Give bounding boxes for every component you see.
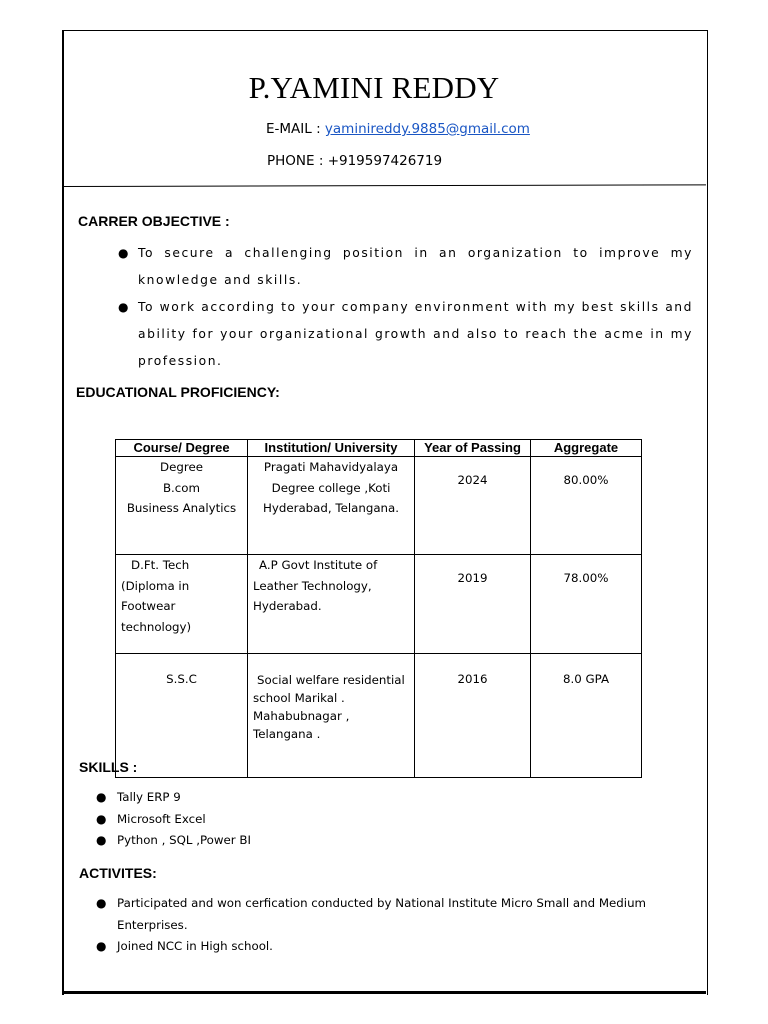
institution-cell: A.P Govt Institute of Leather Technology, Hyderabad. [248,555,415,654]
skills-title: SKILLS : [79,759,138,775]
education-table [115,439,642,778]
year-cell: 2016 [415,654,531,778]
bullet-icon: ● [96,939,107,953]
list-item: ● Participated and won cerfication conducted by National Institute Micro Small and Medium Enterprises. [96,893,666,936]
bullet-icon: ● [96,896,107,910]
email-link[interactable]: yaminireddy.9885@gmail.com [324,121,530,137]
aggregate-cell: 78.00% [531,555,642,654]
phone-label: PHONE : [267,153,328,169]
education-title: EDUCATIONAL PROFICIENCY: [76,384,280,400]
bullet-icon: ● [118,300,131,314]
column-header: Aggregate [531,440,642,457]
aggregate-cell: 80.00% [531,457,642,555]
bullet-icon: ● [96,790,107,804]
list-item: ● Microsoft Excel [96,809,656,831]
list-item: ● Joined NCC in High school. [96,936,666,958]
course-cell: Degree B.com Business Analytics [116,457,248,555]
column-header: Course/ Degree [116,440,248,457]
objective-list [118,240,693,375]
email-line [266,121,530,137]
skills-list [96,787,656,852]
institution-cell: Pragati Mahavidyalaya Degree college ,Koti Hyderabad, Telangana. [248,457,415,555]
table-row [116,555,642,654]
bottom-divider [62,991,706,994]
table-row [116,457,642,555]
column-header: Year of Passing [415,440,531,457]
email-label: E-MAIL : [266,121,325,137]
year-cell: 2024 [415,457,531,555]
phone-line [267,153,442,169]
institution-cell: Social welfare residential school Marikal . Mahabubnagar , Telangana . [248,654,415,778]
list-item: ● To work according to your company environment with my best skills and ability for your organizational growth and also to reach the acme in my profession. [118,294,693,375]
objective-title: CARRER OBJECTIVE : [78,213,230,229]
bullet-icon: ● [96,833,107,847]
list-item: ● To secure a challenging position in an organization to improve my knowledge and skills. [118,240,693,294]
column-header: Institution/ University [248,440,415,457]
candidate-name: P.YAMINI REDDY [248,70,500,105]
table-header-row [116,440,642,457]
phone-value: +919597426719 [327,153,443,169]
year-cell: 2019 [415,555,531,654]
bullet-icon: ● [96,811,107,826]
aggregate-cell: 8.0 GPA [531,654,642,778]
activities-list [96,893,666,958]
course-cell: S.S.C [116,654,248,778]
list-item: ● Tally ERP 9 [96,787,656,809]
course-cell: D.Ft. Tech (Diploma in Footwear technology) [116,555,248,654]
activities-title: ACTIVITES: [79,865,157,881]
list-item: ● Python , SQL ,Power BI [96,830,656,852]
table-row [116,654,642,778]
bullet-icon: ● [118,246,131,260]
